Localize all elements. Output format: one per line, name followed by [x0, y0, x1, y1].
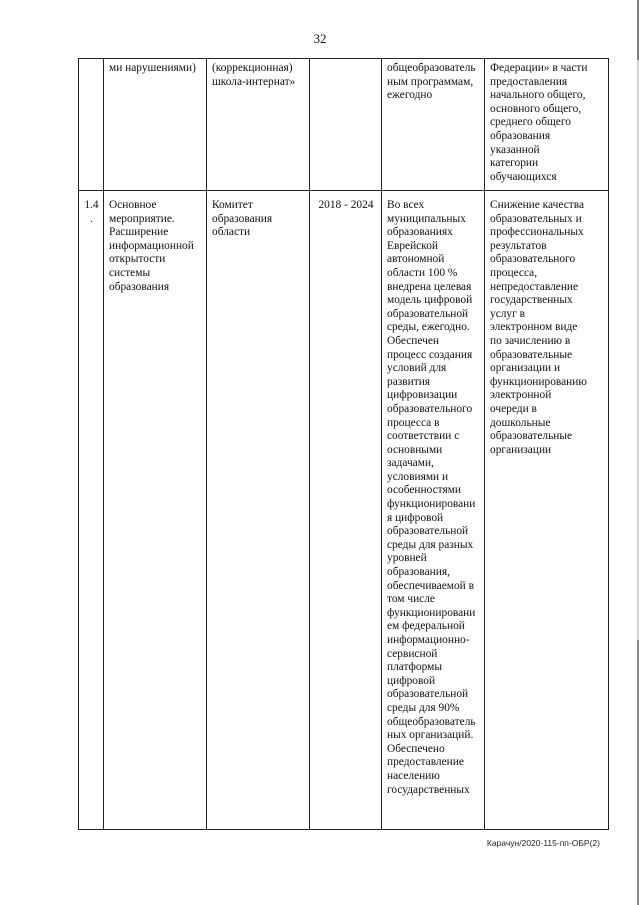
program-table: [78, 58, 609, 830]
indicator-text: Во всех муниципальных образованиях Еврейской автономной области 100 % внедрена целевая модель цифровой образовательной среды, ежегодно. Обеспечен процесс создания условий для развития цифровизации образовательного процесса в соответствии с основными задачами, условиями и особенностями функционировани я цифровой образовательной среды для разных уровней образования, обеспечиваемой в том числе функционировани ем федеральной информационно- сервисной платформы цифровой образовательной среды для 90% общеобразователь ных организаций. Обеспечено предоставление населению государственных: [387, 199, 476, 796]
document-code: Карачун/2020-115-пп-ОБР(2): [486, 838, 600, 848]
result-text: Снижение качества образовательных и профессиональных результатов образовательного процесса, непредоставление государственных услуг в электронном виде по зачислению в образовательные организации и функционированию электронной очереди в дошкольные образовательные организации: [490, 199, 587, 456]
activity-text: ми нарушениями): [109, 62, 196, 74]
table-row: [79, 59, 609, 191]
dates-cell: [310, 191, 382, 830]
executor-cell: [207, 191, 310, 830]
activity-cell: [104, 59, 207, 191]
row-number-cell: [79, 191, 104, 830]
dates-text: 2018 - 2024: [318, 199, 374, 211]
page-number: 32: [313, 31, 327, 46]
scan-edge: [637, 0, 639, 905]
executor-text: (коррекционная) школа-интернат»: [212, 62, 296, 88]
indicator-text: общеобразователь ным программам, ежегодно: [387, 62, 476, 102]
row-number-cell: [79, 59, 104, 191]
row-number: 1.4.: [84, 199, 99, 225]
result-text: Федерации» в части предоставления начального общего, основного общего, среднего общего образования указанной категории обучающихся: [490, 62, 588, 183]
executor-text: Комитет образования области: [212, 199, 273, 239]
result-cell: [485, 59, 609, 191]
activity-cell: [104, 191, 207, 830]
result-cell: [485, 191, 609, 830]
table-row: [79, 191, 609, 830]
executor-cell: [207, 59, 310, 191]
activity-text: Основное мероприятие. Расширение информационной открытости системы образования: [109, 199, 194, 293]
indicator-cell: [382, 191, 485, 830]
dates-cell: [310, 59, 382, 191]
indicator-cell: [382, 59, 485, 191]
